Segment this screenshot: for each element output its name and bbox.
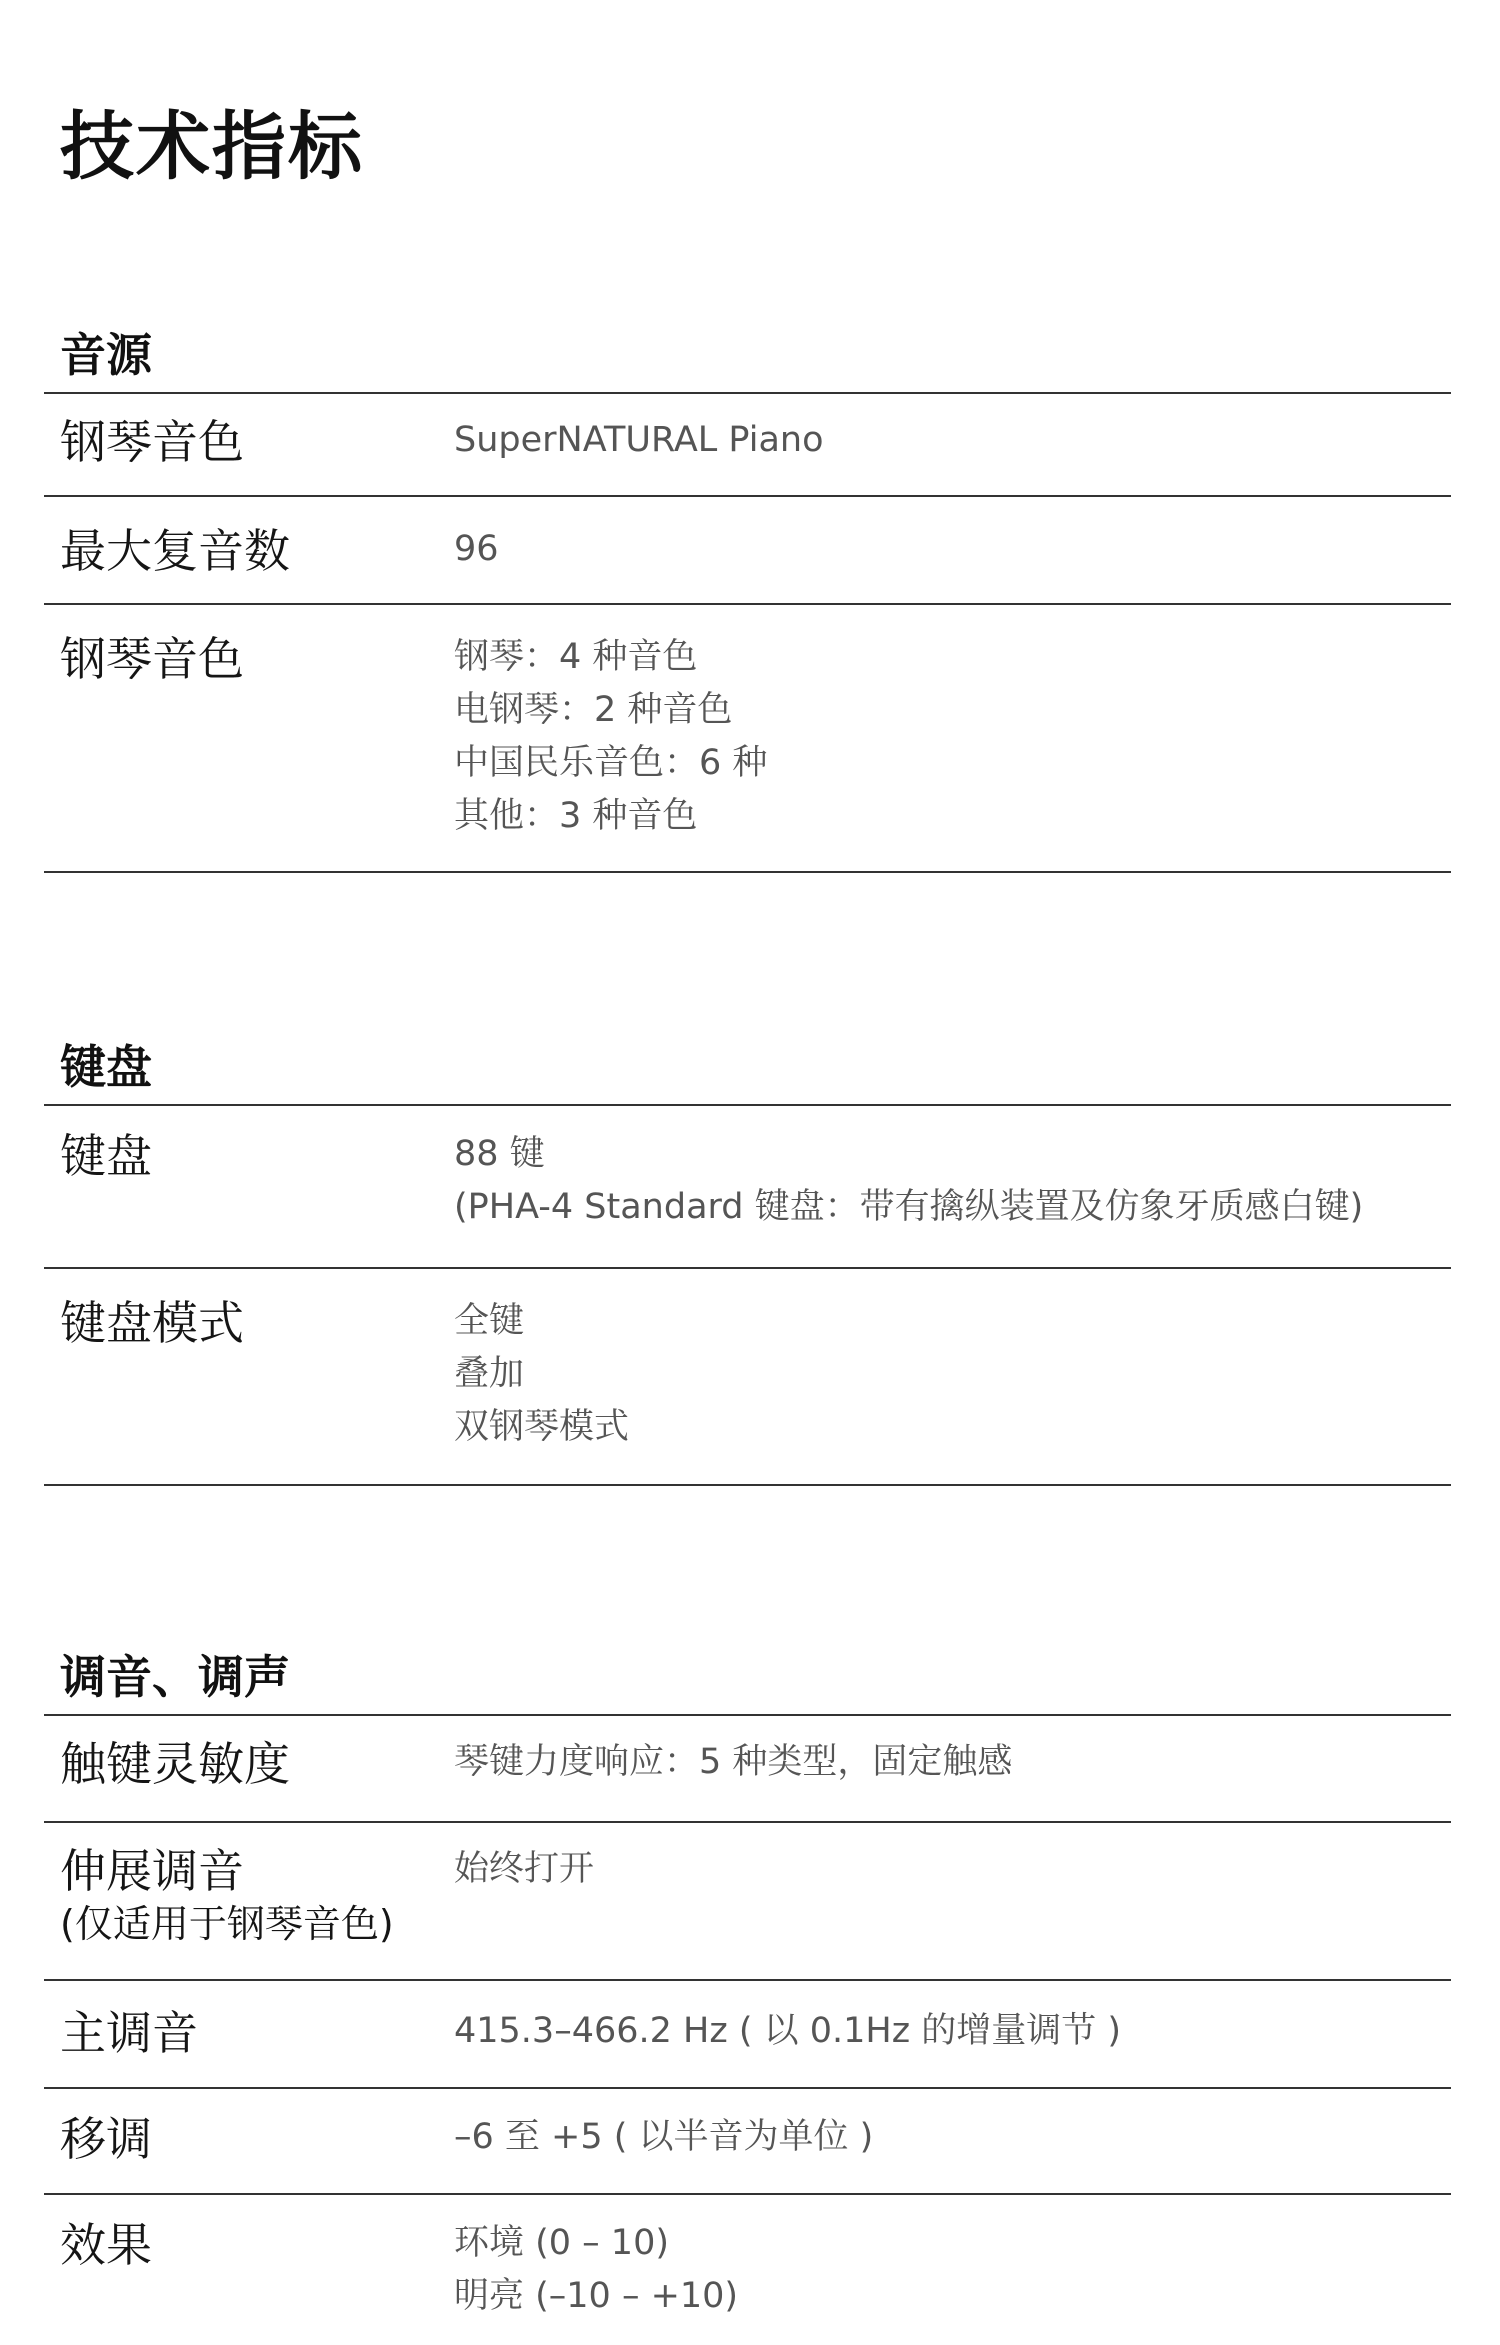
- spec-value: [454, 414, 1451, 495]
- spec-value: [454, 1295, 1451, 1484]
- spec-value-line: 全键: [454, 1301, 525, 1341]
- spec-value-line: 双钢琴模式: [454, 1407, 630, 1447]
- section-sound-source: [44, 318, 1451, 873]
- spec-value-line: 琴键力度响应：5 种类型，固定触感: [454, 1742, 1013, 1782]
- spec-row: [44, 2089, 1451, 2195]
- section-title: 音源: [44, 318, 1451, 394]
- spec-value: [454, 523, 1451, 603]
- spec-row: [44, 1716, 1451, 1823]
- spec-label: 键盘模式: [60, 1296, 244, 1350]
- spec-label: 键盘: [60, 1129, 152, 1183]
- spec-value-line: 始终打开: [454, 1849, 595, 1889]
- spec-value-line: SuperNATURAL Piano: [454, 420, 824, 460]
- spec-value-line: 96: [454, 529, 499, 569]
- spec-label: 钢琴音色: [60, 632, 244, 686]
- spec-value-line: –6 至 +5 ( 以半音为单位 ): [454, 2117, 874, 2157]
- spec-label-main: 伸展调音: [60, 1844, 244, 1898]
- spec-label: 最大复音数: [60, 524, 290, 578]
- spec-row: [44, 497, 1451, 605]
- spec-value-line: 415.3–466.2 Hz ( 以 0.1Hz 的增量调节 ): [454, 2011, 1122, 2051]
- spec-value: [454, 1736, 1451, 1821]
- spec-label: 主调音: [60, 2006, 198, 2060]
- spec-value-line: (PHA-4 Standard 键盘：带有擒纵装置及仿象牙质感白键): [454, 1187, 1364, 1227]
- spec-row: [44, 1823, 1451, 1981]
- spec-row: [44, 1106, 1451, 1269]
- section-keyboard: [44, 1030, 1451, 1486]
- spec-value: [454, 1128, 1451, 1267]
- spec-value: [454, 1843, 1451, 1979]
- page-title: 技术指标: [60, 104, 364, 190]
- section-tuning: [44, 1640, 1451, 2345]
- spec-label: 钢琴音色: [60, 415, 244, 469]
- spec-row: [44, 2195, 1451, 2345]
- spec-value-line: 电钢琴：2 种音色: [454, 690, 733, 730]
- spec-label: 触键灵敏度: [60, 1737, 290, 1791]
- spec-label: 移调: [60, 2112, 152, 2166]
- spec-value: [454, 2111, 1451, 2193]
- spec-value-line: 其他：3 种音色: [454, 796, 698, 836]
- spec-value-line: 明亮 (–10 – +10): [454, 2276, 739, 2316]
- spec-row: [44, 605, 1451, 873]
- spec-label: [44, 1843, 454, 1979]
- spec-value: [454, 631, 1451, 871]
- spec-value-line: 88 键: [454, 1134, 545, 1174]
- spec-value-line: 钢琴：4 种音色: [454, 637, 698, 677]
- spec-value-line: 环境 (0 – 10): [454, 2223, 669, 2263]
- spec-label: 效果: [60, 2218, 152, 2272]
- section-title: 调音、调声: [44, 1640, 1451, 1716]
- spec-row: [44, 1269, 1451, 1486]
- spec-value-line: 中国民乐音色：6 种: [454, 743, 768, 783]
- spec-row: [44, 1981, 1451, 2089]
- spec-row: [44, 394, 1451, 497]
- spec-label-note: (仅适用于钢琴音色): [60, 1902, 394, 1946]
- spec-value: [454, 2217, 1451, 2345]
- spec-value: [454, 2005, 1451, 2087]
- spec-value-line: 叠加: [454, 1354, 525, 1394]
- section-title: 键盘: [44, 1030, 1451, 1106]
